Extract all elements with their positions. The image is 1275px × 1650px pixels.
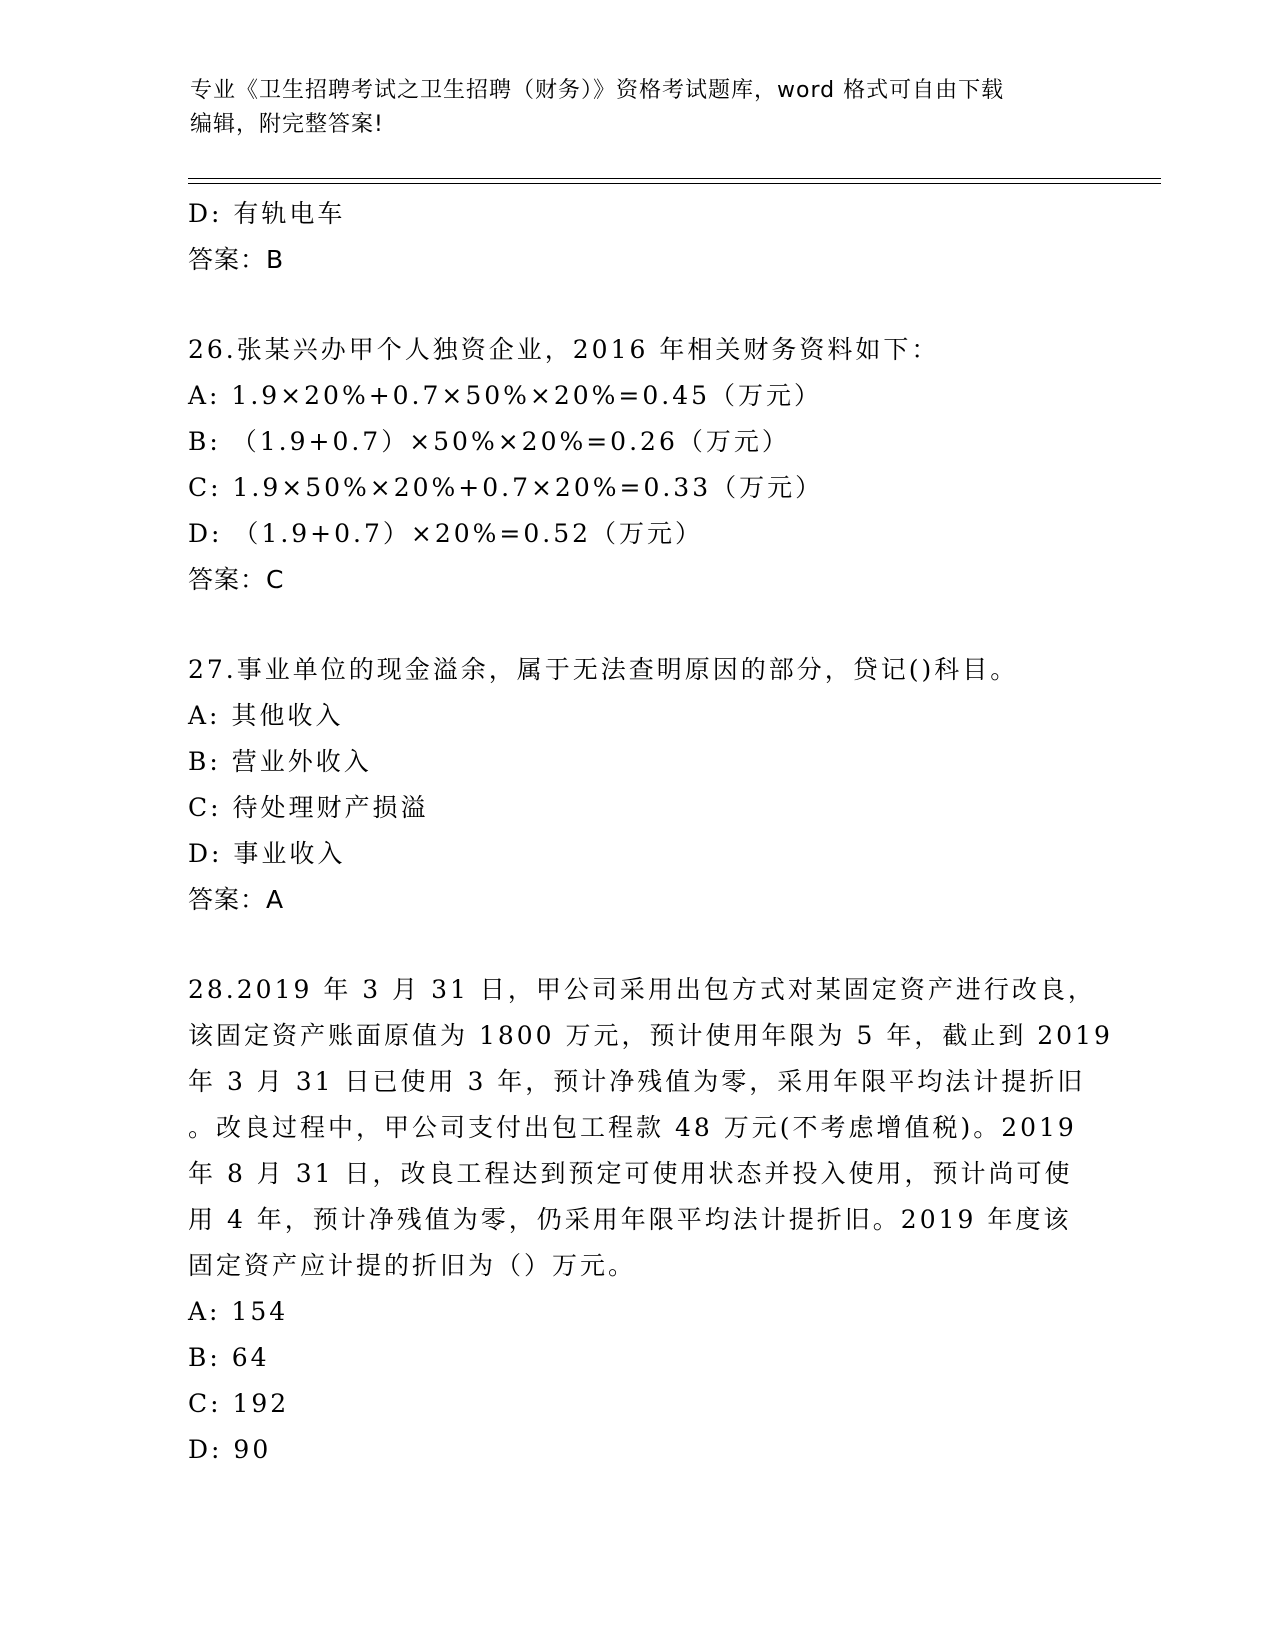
answer: 答案：C [188, 565, 285, 594]
option-c: C: 1.9×50%×20%+0.7×20%=0.33（万元） [188, 473, 824, 502]
header-divider-top [188, 178, 1161, 179]
question-list [188, 191, 1113, 1473]
question-stem-line: 用 4 年，预计净残值为零，仍采用年限平均法计提折旧。2019 年度该 [188, 1205, 1072, 1234]
question-stem-line: 。改良过程中，甲公司支付出包工程款 48 万元(不考虑增值税)。2019 [188, 1113, 1077, 1142]
header-line-1: 专业《卫生招聘考试之卫生招聘（财务）》资格考试题库，word 格式可自由下载 [190, 78, 1005, 103]
question-stem-line: 该固定资产账面原值为 1800 万元，预计使用年限为 5 年，截止到 2019 [188, 1021, 1113, 1050]
spacer [188, 603, 1088, 647]
previous-answer: 答案：B [188, 245, 285, 274]
option-c: C: 待处理财产损溢 [188, 793, 429, 822]
spacer [188, 283, 1088, 327]
header-divider-bottom [188, 183, 1161, 184]
document-header [190, 74, 1090, 142]
question-26 [188, 327, 1088, 603]
question-stem-line: 年 3 月 31 日已使用 3 年，预计净残值为零，采用年限平均法计提折旧 [188, 1067, 1086, 1096]
option-d: D: 事业收入 [188, 839, 346, 868]
question-27 [188, 647, 1088, 923]
option-d: D: （1.9+0.7）×20%=0.52（万元） [188, 519, 704, 548]
question-28 [188, 967, 1113, 1473]
option-a: A: 1.9×20%+0.7×50%×20%=0.45（万元） [188, 381, 823, 410]
spacer [188, 923, 1088, 967]
option-c: C: 192 [188, 1389, 290, 1418]
previous-option-d: D: 有轨电车 [188, 199, 346, 228]
header-line-2: 编辑，附完整答案! [190, 112, 384, 137]
option-a: A: 其他收入 [188, 701, 344, 730]
option-b: B: （1.9+0.7）×50%×20%=0.26（万元） [188, 427, 790, 456]
question-stem-line: 28.2019 年 3 月 31 日，甲公司采用出包方式对某固定资产进行改良， [188, 975, 1096, 1004]
question-stem: 26.张某兴办甲个人独资企业，2016 年相关财务资料如下： [188, 335, 940, 364]
question-stem: 27.事业单位的现金溢余，属于无法查明原因的部分，贷记()科目。 [188, 655, 1019, 684]
option-d: D: 90 [188, 1435, 272, 1464]
question-stem-line: 年 8 月 31 日，改良工程达到预定可使用状态并投入使用，预计尚可使 [188, 1159, 1073, 1188]
option-b: B: 64 [188, 1343, 270, 1372]
option-a: A: 154 [188, 1297, 289, 1326]
question-stem-line: 固定资产应计提的折旧为（）万元。 [188, 1251, 637, 1280]
option-b: B: 营业外收入 [188, 747, 372, 776]
answer: 答案：A [188, 885, 285, 914]
